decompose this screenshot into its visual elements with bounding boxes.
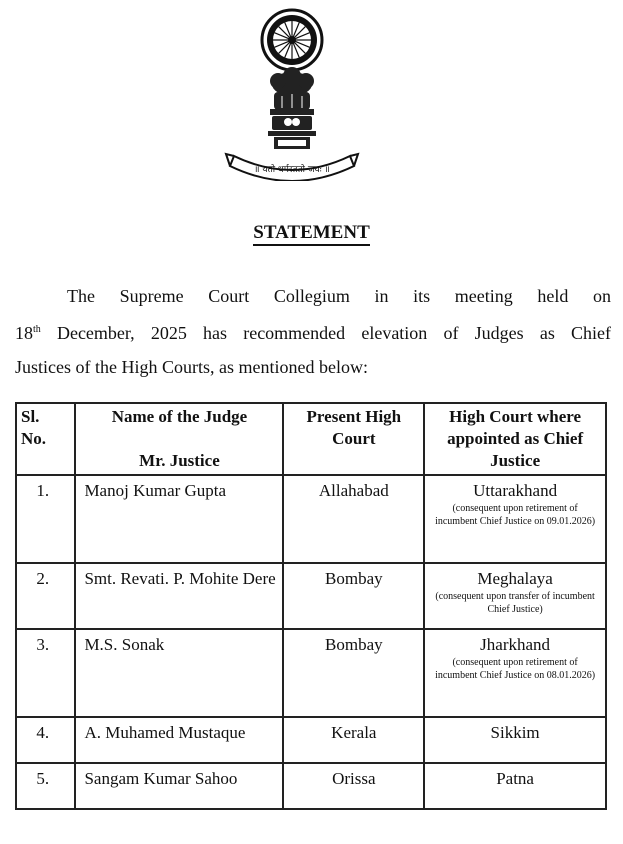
row-note: (consequent upon retirement of incumbent Chief Justice on 08.01.2026) — [435, 657, 596, 681]
table-row — [16, 629, 606, 717]
row-present-court: Orissa — [283, 763, 424, 809]
row-appointed-court: Meghalaya (consequent upon transfer of incumbent Chief Justice) — [424, 563, 606, 629]
table-row — [16, 475, 606, 563]
header-appointed-court: High Court where appointed as Chief Justice — [424, 403, 606, 475]
row-appointed-court: Jharkhand (consequent upon retirement of incumbent Chief Justice on 08.01.2026) — [424, 629, 606, 717]
row-sl: 3. — [16, 629, 75, 717]
header-present-court: Present High Court — [283, 403, 424, 475]
row-appointed-court: Sikkim — [424, 717, 606, 763]
table-row — [16, 717, 606, 763]
table-row — [16, 763, 606, 809]
row-appointed-court: Uttarakhand (consequent upon retirement of incumbent Chief Justice on 09.01.2026) — [424, 475, 606, 563]
row-judge-name: A. Muhamed Mustaque — [75, 717, 283, 763]
intro-line-3: Justices of the High Courts, as mentioned below: — [15, 357, 368, 377]
row-judge-name: Sangam Kumar Sahoo — [75, 763, 283, 809]
row-present-court: Kerala — [283, 717, 424, 763]
row-judge-name: Smt. Revati. P. Mohite Dere — [75, 563, 283, 629]
emblem-motto: ॥ यतो धर्मस्ततो जयः ॥ — [254, 165, 330, 175]
row-sl: 4. — [16, 717, 75, 763]
row-note: (consequent upon transfer of incumbent Chief Justice) — [435, 591, 595, 615]
row-appointed-court: Patna — [424, 763, 606, 809]
page-title: STATEMENT — [0, 222, 623, 244]
table-row — [16, 563, 606, 629]
intro-paragraph — [15, 279, 611, 384]
row-sl: 1. — [16, 475, 75, 563]
row-judge-name: Manoj Kumar Gupta — [75, 475, 283, 563]
header-judge-name: Name of the Judge Mr. Justice — [75, 403, 283, 475]
row-present-court: Bombay — [283, 563, 424, 629]
row-judge-name: M.S. Sonak — [75, 629, 283, 717]
supreme-court-emblem — [222, 6, 362, 181]
row-present-court: Allahabad — [283, 475, 424, 563]
row-sl: 5. — [16, 763, 75, 809]
intro-line-2: 18th December, 2025 has recommended elevation of Judges as Chief — [15, 323, 611, 343]
header-sl-no: Sl. No. — [16, 403, 75, 475]
row-sl: 2. — [16, 563, 75, 629]
table-header-row — [16, 403, 606, 475]
row-note: (consequent upon retirement of incumbent Chief Justice on 09.01.2026) — [435, 503, 596, 527]
judges-table — [15, 402, 607, 810]
row-present-court: Bombay — [283, 629, 424, 717]
intro-line-1: The Supreme Court Collegium in its meeting held on — [67, 286, 611, 306]
